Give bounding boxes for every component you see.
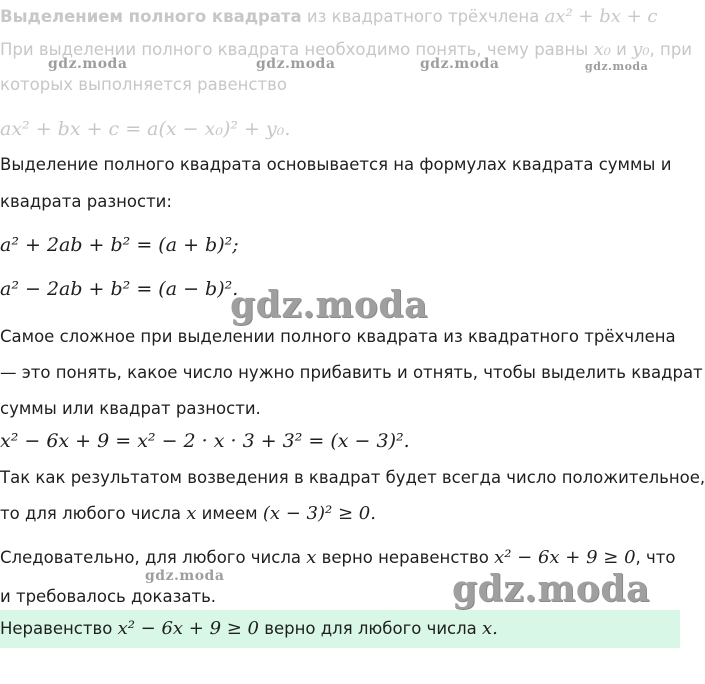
answer-inequality: x² − 6x + 9 ≥ 0 xyxy=(117,618,260,639)
intro-line2-text: При выделении полного квадрата необходимо понять, чему равны xyxy=(0,40,594,59)
watermark-4: gdz.moda xyxy=(585,60,649,73)
intro-and: и xyxy=(610,40,633,59)
watermark-7: gdz.moda xyxy=(452,568,650,610)
intro-formula: ax² + bx + c = a(x − x₀)² + y₀. xyxy=(0,118,291,140)
p4-text-c: , что xyxy=(635,548,676,567)
intro-heading-bold: Выделением полного квадрата xyxy=(0,7,302,26)
paragraph-4-line-2: и требовалось доказать. xyxy=(0,587,217,606)
answer-text-a: Неравенство xyxy=(0,619,118,638)
formula-square-difference: a² − 2ab + b² = (a − b)². xyxy=(0,278,239,300)
formula-complete-square: x² − 6x + 9 = x² − 2 · x · 3 + 3² = (x − 3)². xyxy=(0,430,410,452)
intro-heading-line xyxy=(0,6,657,28)
answer-x: x. xyxy=(482,618,498,639)
intro-heading-math: ax² + bx + c xyxy=(544,6,658,27)
p3-inequality: (x − 3)² ≥ 0. xyxy=(262,503,376,524)
paragraph-1-line-2: квадрата разности: xyxy=(0,192,172,211)
formula-square-sum: a² + 2ab + b² = (a + b)²; xyxy=(0,234,239,256)
watermark-3: gdz.moda xyxy=(420,56,500,72)
answer-line xyxy=(0,618,498,640)
intro-line2-end: , при xyxy=(649,40,693,59)
p4-inequality: x² − 6x + 9 ≥ 0 xyxy=(494,547,636,568)
p3-x: x xyxy=(186,503,197,524)
paragraph-3-line-1: Так как результатом возведения в квадрат будет всегда число положительное, xyxy=(0,468,705,487)
intro-line-3: которых выполняется равенство xyxy=(0,75,287,94)
p3-text-b: имеем xyxy=(196,504,263,523)
p3-text-a: то для любого числа xyxy=(0,504,187,523)
watermark-5: gdz.moda xyxy=(230,284,428,326)
paragraph-2-line-1: Самое сложное при выделении полного квадрата из квадратного трёхчлена xyxy=(0,327,676,346)
answer-box xyxy=(0,610,680,648)
p4-text-a: Следовательно, для любого числа xyxy=(0,548,307,567)
paragraph-4-line-1 xyxy=(0,547,675,569)
paragraph-2-line-2: — это понять, какое число нужно прибавить и отнять, чтобы выделить квадрат xyxy=(0,363,703,382)
watermark-2: gdz.moda xyxy=(256,56,336,72)
intro-x0: x₀ xyxy=(593,39,611,60)
watermark-6: gdz.moda xyxy=(145,568,225,584)
paragraph-3-line-2 xyxy=(0,503,376,525)
p4-x: x xyxy=(306,547,317,568)
paragraph-1-line-1: Выделение полного квадрата основывается на формулах квадрата суммы и xyxy=(0,155,672,174)
intro-heading-rest: из квадратного трёхчлена xyxy=(301,7,545,26)
p4-text-b: верно неравенство xyxy=(316,548,495,567)
paragraph-2-line-3: суммы или квадрат разности. xyxy=(0,399,261,418)
answer-text-b: верно для любого числа xyxy=(259,619,483,638)
watermark-1: gdz.moda xyxy=(48,56,128,72)
intro-y0: y₀ xyxy=(632,39,650,60)
